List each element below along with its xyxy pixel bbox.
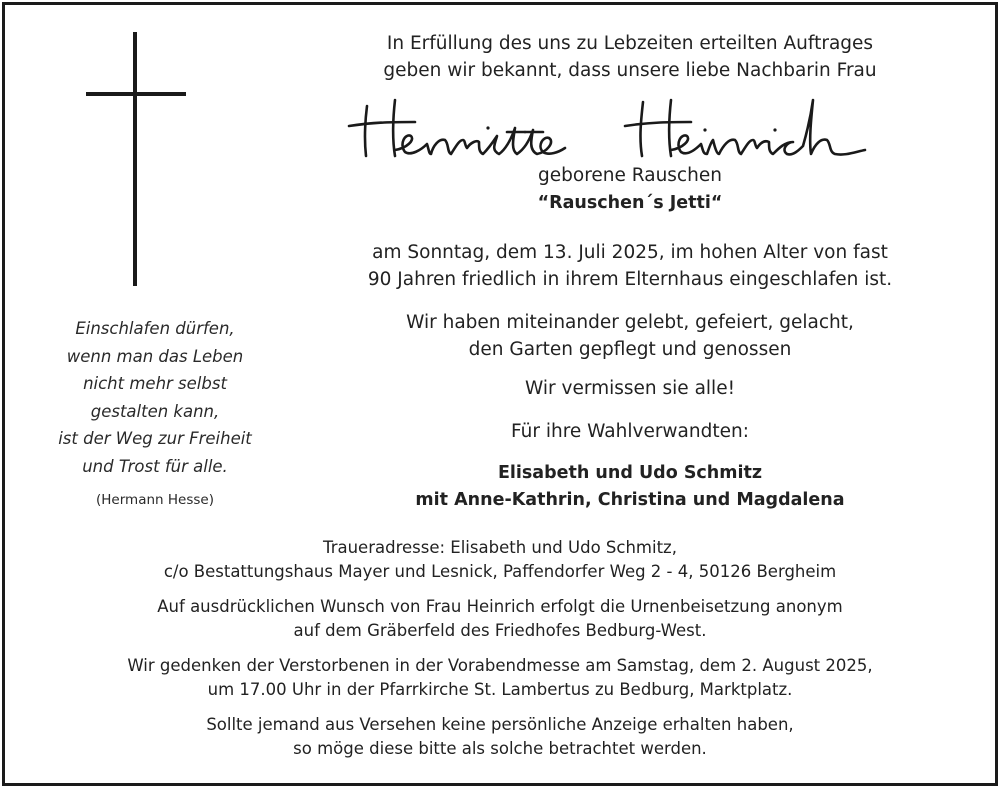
death-notice-line-2: 90 Jahren friedlich in ihrem Elternhaus eingeschlafen ist. [367, 269, 893, 290]
memory-line-1: Wir haben miteinander gelebt, gefeiert, gelacht, [406, 312, 854, 333]
death-notice-line-1: am Sonntag, dem 13. Juli 2025, im hohen Alter von fast [372, 242, 888, 263]
mourning-address-line-1: Traueradresse: Elisabeth und Udo Schmitz, [323, 538, 677, 557]
poem-line: nicht mehr selbst [83, 374, 227, 393]
miss-line: Wir vermissen sie alle! [524, 378, 735, 399]
memory-line-2: den Garten gepflegt und genossen [468, 339, 792, 360]
closing-line-1: Sollte jemand aus Versehen keine persönliche Anzeige erhalten haben, [206, 715, 794, 734]
mourning-address-line-2: c/o Bestattungshaus Mayer und Lesnick, Paffendorfer Weg 2 - 4, 50126 Bergheim [163, 562, 837, 581]
nickname: “Rauschen´s Jetti“ [537, 193, 723, 213]
deceased-name [0, 0, 1, 1]
mass-line-1: Wir gedenken der Verstorbenen in der Vorabendmesse am Samstag, dem 2. August 2025, [127, 656, 873, 675]
poem-line: und Trost für alle. [82, 456, 228, 476]
closing-line-2: so möge diese bitte als solche betrachtet werden. [293, 739, 707, 758]
signatory-line-1: Elisabeth und Udo Schmitz [497, 463, 763, 483]
mass-line-2: um 17.00 Uhr in der Pfarrkirche St. Lambertus zu Bedburg, Marktplatz. [207, 680, 793, 699]
poem-line: wenn man das Leben [66, 346, 244, 366]
burial-line-2: auf dem Gräberfeld des Friedhofes Bedburg-West. [293, 621, 707, 640]
deceased-name-signature [345, 92, 870, 164]
poem-line: Einschlafen dürfen, [75, 319, 235, 338]
poem-line: gestalten kann, [90, 401, 220, 421]
poem-author: (Hermann Hesse) [96, 492, 214, 508]
poem [20, 315, 290, 480]
birth-name: geborene Rauschen [538, 165, 722, 186]
burial-line-1: Auf ausdrücklichen Wunsch von Frau Heinrich erfolgt die Urnenbeisetzung anonym [157, 597, 843, 616]
for-relatives: Für ihre Wahlverwandten: [511, 421, 749, 442]
poem-line: ist der Weg zur Freiheit [58, 429, 252, 448]
intro-line-1: In Erfüllung des uns zu Lebzeiten erteilten Auftrages [386, 33, 874, 54]
signatory-line-2: mit Anne-Kathrin, Christina und Magdalena [415, 490, 845, 510]
intro-line-2: geben wir bekannt, dass unsere liebe Nachbarin Frau [383, 60, 877, 81]
